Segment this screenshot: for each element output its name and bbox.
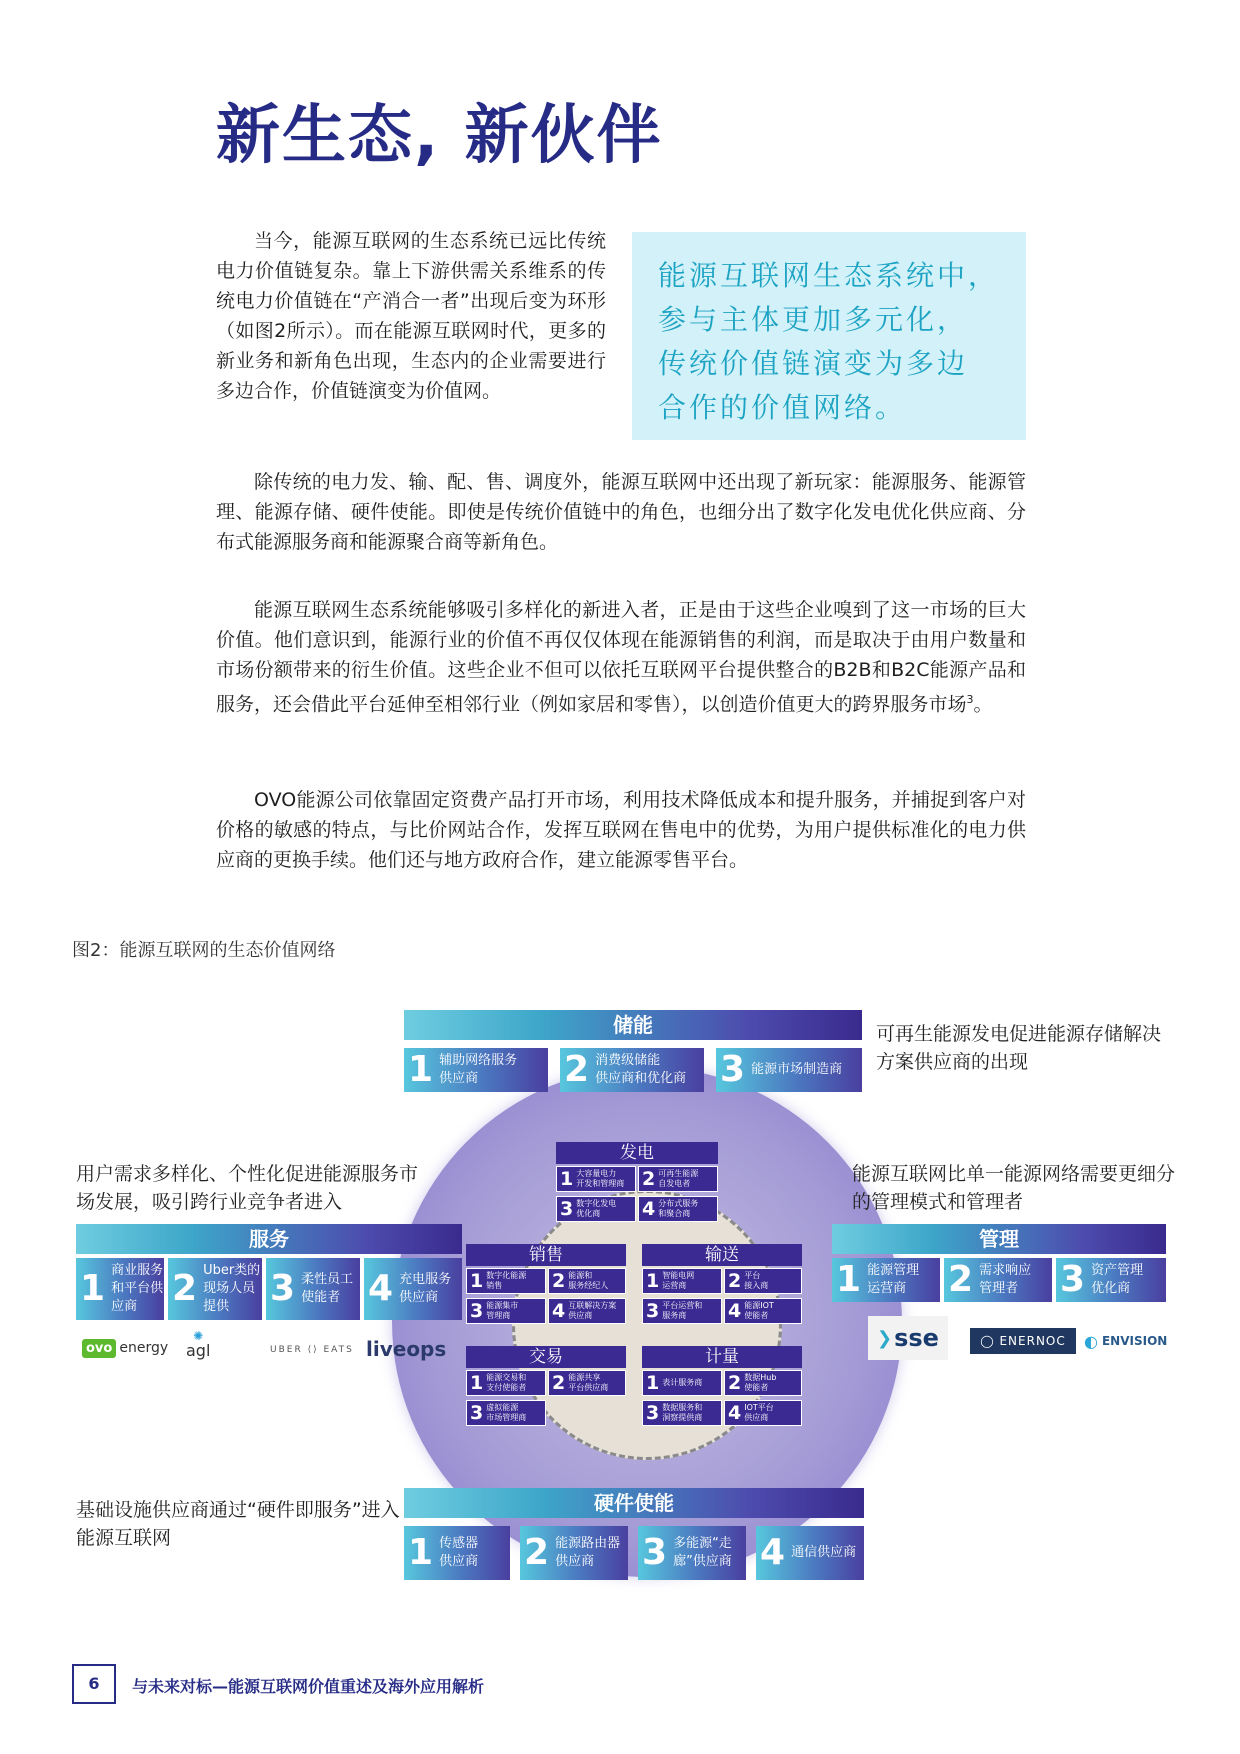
item-number: 4 (368, 1268, 394, 1309)
item-label: 能源交易和 支付使能者 (486, 1373, 527, 1392)
storage-item (560, 1048, 704, 1092)
services-note: 用户需求多样化、个性化促进能源服务市场发展，吸引跨行业竞争者进入 (76, 1163, 419, 1213)
hardware-item (756, 1526, 864, 1580)
callout-box (632, 232, 1026, 440)
page-number: 6 (72, 1664, 116, 1704)
item-number: 4 (728, 1300, 742, 1322)
metering-item (724, 1370, 802, 1396)
paragraph-value-end: 。 (973, 693, 993, 716)
item-label: IOT平台 供应商 (744, 1403, 774, 1422)
item-number: 1 (408, 1532, 434, 1573)
transmission-item (642, 1268, 722, 1294)
generation-item (638, 1166, 718, 1192)
uber-eats-logo: UBER ⟨⟩ EATS (270, 1345, 354, 1355)
hardware-item (520, 1526, 628, 1580)
item-number: 1 (408, 1049, 434, 1090)
liveops-logo: liveops (366, 1337, 447, 1361)
item-label: 能源IOT 使能者 (744, 1301, 774, 1320)
item-number: 2 (564, 1049, 590, 1090)
item-number: 2 (552, 1372, 566, 1394)
management-item (1056, 1258, 1166, 1302)
item-label: 需求响应 管理者 (979, 1263, 1032, 1296)
item-label: 传感器 供应商 (439, 1536, 479, 1569)
paragraph-value-text: 能源互联网生态系统能够吸引多样化的新进入者，正是由于这些企业嗅到了这一市场的巨大价值。他们意识到，能源行业的价值不再仅仅体现在能源销售的利润，而是取决于由用户数量和市场份额带来的衍生价值。这些企业不但可以依托互联网平台提供整合的B2B和B2C能源产品和服务，还会借此平台延伸至相邻行业（例如家居和零售），以创造价值更大的跨界服务市场 (216, 599, 1026, 716)
logo-text: energy (119, 1340, 169, 1356)
item-label: Uber类的 现场人员 提供 (203, 1263, 261, 1314)
hardware-item (638, 1526, 746, 1580)
item-number: 1 (646, 1270, 660, 1292)
item-number: 1 (560, 1168, 574, 1190)
item-number: 4 (760, 1532, 786, 1573)
item-number: 3 (1060, 1259, 1086, 1300)
figure-caption: 图2：能源互联网的生态价值网络 (72, 940, 336, 961)
item-label: 能源共享 平台供应商 (568, 1373, 609, 1392)
services-item (266, 1258, 360, 1320)
item-number: 1 (80, 1268, 106, 1309)
hardware-header: 硬件使能 (404, 1488, 864, 1518)
trading-item (548, 1370, 626, 1396)
item-number: 3 (560, 1198, 574, 1220)
metering-header: 计量 (642, 1346, 802, 1368)
services-item (76, 1258, 164, 1320)
item-label: 消费级储能 供应商和优化商 (595, 1053, 687, 1086)
paragraph-intro: 当今，能源互联网的生态系统已远比传统电力价值链复杂。靠上下游供需关系维系的传统电力价值链在“产消合一者”出现后变为环形（如图2所示）。而在能源互联网时代，更多的新业务和新角色出现，生态内的企业需要进行多边合作，价值链演变为价值网。 (216, 230, 606, 402)
trading-item (466, 1370, 546, 1396)
sales-header: 销售 (466, 1244, 626, 1266)
item-label: 虚拟能源 市场管理商 (486, 1403, 527, 1422)
item-number: 4 (552, 1300, 566, 1322)
trading-item (466, 1400, 546, 1426)
generation-item (556, 1196, 636, 1222)
item-label: 资产管理 优化商 (1091, 1263, 1144, 1296)
item-label: 充电服务 供应商 (399, 1272, 452, 1305)
page-title: 新生态, 新伙伴 (216, 99, 663, 173)
transmission-item (724, 1298, 802, 1324)
metering-item (642, 1400, 722, 1426)
enernoc-logo: ◯ ENERNOC (970, 1328, 1076, 1354)
callout-line: 合作的价值网络。 (658, 391, 907, 424)
transmission-header: 输送 (642, 1244, 802, 1266)
storage-note: 可再生能源发电促进能源存储解决方案供应商的出现 (876, 1023, 1162, 1073)
hardware-note: 基础设施供应商通过“硬件即服务”进入能源互联网 (76, 1499, 400, 1549)
sales-item (466, 1298, 546, 1324)
services-header: 服务 (76, 1224, 462, 1254)
item-number: 2 (948, 1259, 974, 1300)
generation-item (556, 1166, 636, 1192)
item-number: 4 (728, 1402, 742, 1424)
item-label: 辅助网络服务 供应商 (439, 1053, 518, 1086)
item-number: 2 (172, 1268, 198, 1309)
transmission-item (642, 1298, 722, 1324)
item-label: 数据Hub 使能者 (744, 1373, 777, 1392)
item-number: 3 (646, 1300, 660, 1322)
item-label: 数字化发电 优化商 (576, 1199, 617, 1218)
item-number: 3 (642, 1532, 668, 1573)
item-label: 平台 接入商 (744, 1271, 769, 1290)
item-number: 1 (470, 1270, 484, 1292)
callout-line: 传统价值链演变为多边 (658, 347, 969, 380)
services-item (168, 1258, 262, 1320)
item-label: 能源和 服务经纪人 (568, 1271, 609, 1290)
item-label: 能源路由器 供应商 (555, 1536, 621, 1569)
item-label: 分布式服务 和聚合商 (658, 1199, 699, 1218)
agl-logo: ✺ agl (186, 1329, 211, 1360)
generation-item (638, 1196, 718, 1222)
item-label: 数字化能源 销售 (486, 1271, 527, 1290)
item-label: 平台运营和 服务商 (662, 1301, 703, 1320)
metering-item (642, 1370, 722, 1396)
item-label: 能源集市 管理商 (486, 1301, 519, 1320)
management-item (944, 1258, 1052, 1302)
item-label: 表计服务商 (662, 1378, 703, 1387)
item-number: 3 (720, 1049, 746, 1090)
trading-header: 交易 (466, 1346, 626, 1368)
item-number: 3 (646, 1402, 660, 1424)
callout-line: 能源互联网生态系统中， (658, 259, 1000, 292)
storage-header: 储能 (404, 1010, 862, 1040)
sales-item (548, 1298, 626, 1324)
item-number: 3 (470, 1402, 484, 1424)
item-number: 3 (270, 1268, 296, 1309)
item-label: 商业服务 和平台供 应商 (111, 1263, 164, 1314)
item-label: 能源市场制造商 (751, 1062, 843, 1077)
management-header: 管理 (832, 1224, 1166, 1254)
ovo-energy-logo: ovo energy (82, 1330, 168, 1366)
storage-item (716, 1048, 862, 1092)
management-note: 能源互联网比单一能源网络需要更细分的管理模式和管理者 (852, 1163, 1176, 1213)
envision-logo: ◐ ENVISION (1084, 1331, 1168, 1351)
paragraph-ovo: OVO能源公司依靠固定资费产品打开市场，利用技术降低成本和提升服务，并捕捉到客户对价格的敏感的特点，与比价网站合作，发挥互联网在售电中的优势，为用户提供标准化的电力供应商的更换手续。他们还与地方政府合作，建立能源零售平台。 (216, 789, 1026, 871)
item-number: 2 (728, 1270, 742, 1292)
generation-header: 发电 (556, 1142, 718, 1164)
callout-line: 参与主体更加多元化， (658, 303, 969, 336)
paragraph-new-players: 除传统的电力发、输、配、售、调度外，能源互联网中还出现了新玩家：能源服务、能源管理、能源存储、硬件使能。即使是传统价值链中的角色，也细分出了数字化发电优化供应商、分布式能源服务商和能源聚合商等新角色。 (216, 471, 1026, 553)
hardware-item (404, 1526, 510, 1580)
item-number: 4 (642, 1198, 656, 1220)
item-label: 柔性员工 使能者 (301, 1272, 354, 1305)
item-number: 1 (470, 1372, 484, 1394)
item-label: 数据服务和 洞察提供商 (662, 1403, 703, 1422)
item-number: 2 (552, 1270, 566, 1292)
sales-item (466, 1268, 546, 1294)
item-number: 3 (470, 1300, 484, 1322)
footer-title: 与未来对标—能源互联网价值重述及海外应用解析 (132, 1677, 485, 1696)
item-label: 多能源“走 廊”供应商 (673, 1536, 732, 1569)
item-label: 通信供应商 (791, 1545, 857, 1560)
item-label: 智能电网 运营商 (662, 1271, 695, 1290)
item-number: 2 (728, 1372, 742, 1394)
metering-item (724, 1400, 802, 1426)
item-label: 可再生能源 自发电者 (658, 1169, 699, 1188)
sales-item (548, 1268, 626, 1294)
item-number: 1 (836, 1259, 862, 1300)
transmission-item (724, 1268, 802, 1294)
item-label: 大容量电力 开发和管理商 (576, 1169, 625, 1188)
item-number: 2 (524, 1532, 550, 1573)
item-number: 1 (646, 1372, 660, 1394)
management-item (832, 1258, 940, 1302)
item-label: 能源管理 运营商 (867, 1263, 920, 1296)
footnote-marker: 3 (966, 693, 974, 706)
paragraph-value (216, 595, 1026, 719)
storage-item (404, 1048, 548, 1092)
sse-logo: ❯ sse (868, 1316, 948, 1360)
item-number: 2 (642, 1168, 656, 1190)
item-label: 互联解决方案 供应商 (568, 1301, 617, 1320)
services-item (364, 1258, 462, 1320)
